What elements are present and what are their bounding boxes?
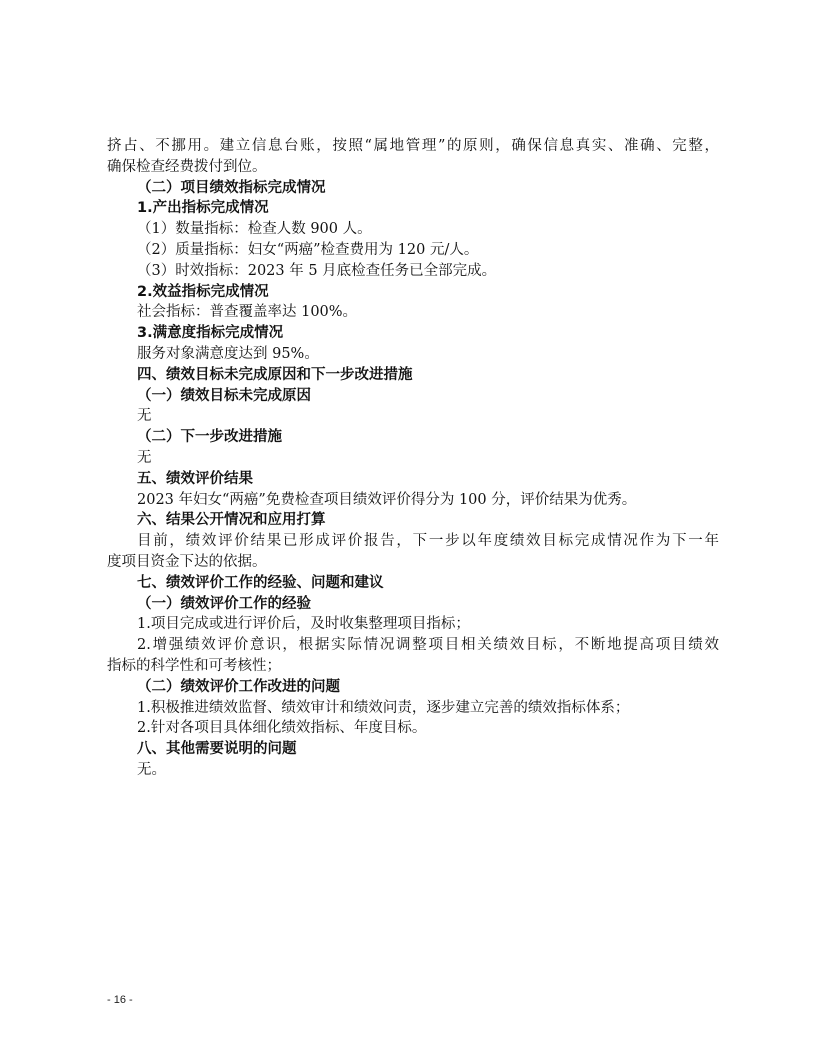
chapter-heading: 八、其他需要说明的问题 (137, 741, 297, 758)
paragraph-line: 1.项目完成或进行评价后，及时收集整理项目指标； (137, 616, 470, 633)
subsection-heading: 1.产出指标完成情况 (137, 200, 269, 217)
paragraph-line: 指标的科学性和可考核性； (107, 657, 281, 674)
paragraph-line: 挤占、不挪用。建立信息台账，按照“属地管理”的原则，确保信息真实、准确、完整， (107, 138, 719, 154)
paragraph-line: 度项目资金下达的依据。 (107, 553, 267, 570)
chapter-heading: 七、绩效评价工作的经验、问题和建议 (137, 574, 384, 591)
paragraph-line: 目前，绩效评价结果已形成评价报告，下一步以年度绩效目标完成情况作为下一年 (137, 533, 719, 550)
chapter-heading: 六、结果公开情况和应用打算 (137, 512, 326, 529)
paragraph-line: 2.针对各项目具体细化绩效指标、年度目标。 (137, 720, 427, 737)
document-body (107, 136, 719, 781)
paragraph-line: （1）数量指标：检查人数 900 人。 (137, 221, 372, 238)
paragraph-line: 社会指标：普查覆盖率达 100%。 (137, 304, 358, 321)
section-heading: （二）项目绩效指标完成情况 (137, 179, 326, 196)
paragraph-line: 2023 年妇女“两癌”免费检查项目绩效评价得分为 100 分，评价结果为优秀。 (137, 491, 637, 508)
paragraph-line: 确保检查经费拨付到位。 (107, 158, 267, 175)
paragraph-line: 无 (137, 408, 152, 425)
section-heading: （二）下一步改进措施 (137, 429, 282, 446)
paragraph-line: 无。 (137, 761, 166, 778)
subsection-heading: 2.效益指标完成情况 (137, 283, 269, 300)
chapter-heading: 四、绩效目标未完成原因和下一步改进措施 (137, 366, 413, 383)
subsection-heading: 3.满意度指标完成情况 (137, 325, 284, 342)
paragraph-line: 服务对象满意度达到 95%。 (137, 345, 319, 362)
section-heading: （二）绩效评价工作改进的问题 (137, 678, 340, 695)
paragraph-line: （3）时效指标：2023 年 5 月底检查任务已全部完成。 (137, 262, 497, 279)
page-number: - 16 - (107, 994, 133, 1006)
chapter-heading: 五、绩效评价结果 (137, 470, 253, 487)
section-heading: （一）绩效评价工作的经验 (137, 595, 311, 612)
paragraph-line: 1.积极推进绩效监督、绩效审计和绩效问责，逐步建立完善的绩效指标体系； (137, 699, 630, 716)
paragraph-line: 2.增强绩效评价意识，根据实际情况调整项目相关绩效目标，不断地提高项目绩效 (137, 637, 719, 654)
paragraph-line: 无 (137, 449, 152, 466)
paragraph-line: （2）质量指标：妇女“两癌”检查费用为 120 元/人。 (137, 241, 479, 258)
section-heading: （一）绩效目标未完成原因 (137, 387, 311, 404)
